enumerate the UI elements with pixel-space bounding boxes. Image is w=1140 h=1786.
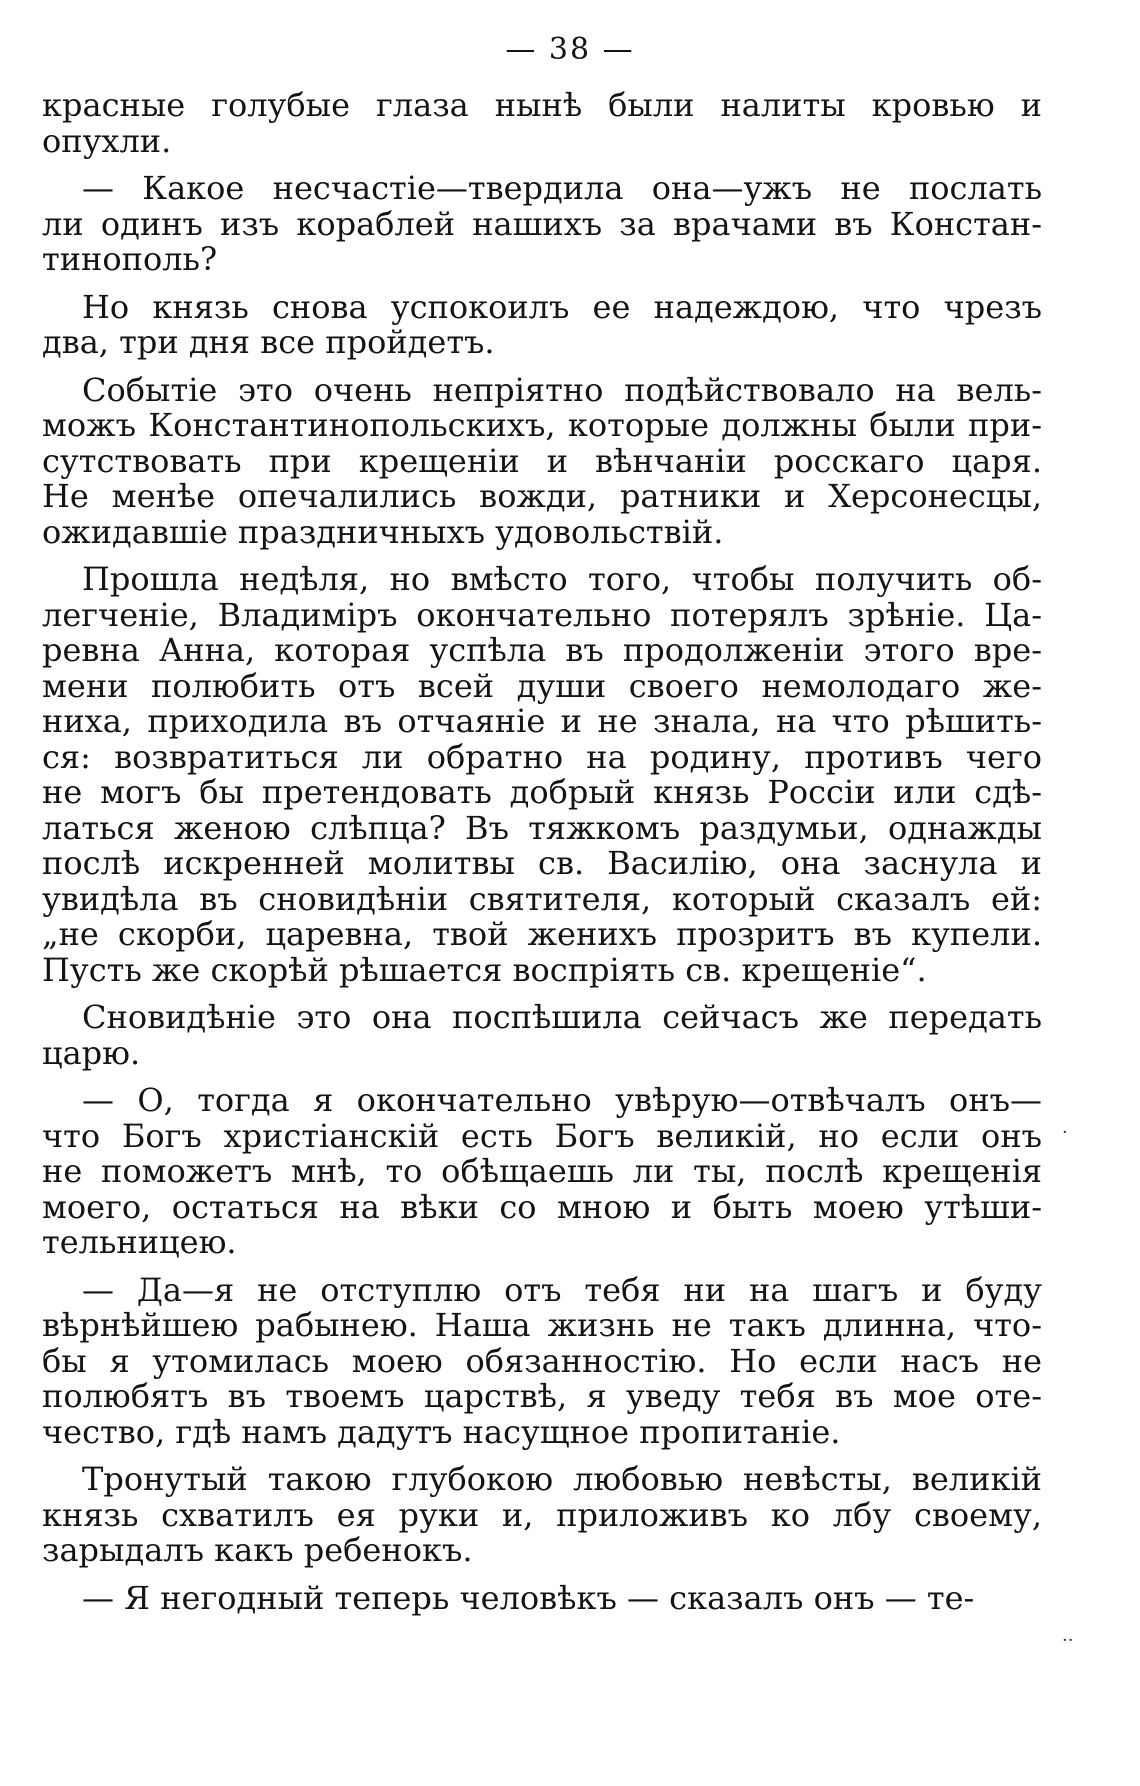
text-line: тинополь? — [42, 240, 218, 278]
body-text — [42, 88, 1042, 1616]
text-line: Не менѣе опечалились вожди, ратники и Херсонесцы, — [42, 477, 1042, 515]
text-line: не могъ бы претендовать добрый князь Россіи или сдѣ- — [42, 773, 1042, 811]
text-line: легченіе, Владиміръ окончательно потерялъ зрѣніе. Ца- — [42, 595, 1042, 634]
text-line: царю. — [42, 1033, 141, 1072]
text-line: моего, остаться на вѣки со мною и быть моею утѣши- — [42, 1187, 1042, 1226]
text-line: послѣ искренней молитвы св. Василію, она заснула и — [42, 844, 1042, 882]
text-line: ли одинъ изъ кораблей нашихъ за врачами въ Констан- — [42, 204, 1042, 243]
text-line: бы я утомилась моею обязанностію. Но если насъ не — [42, 1341, 1042, 1380]
text-line: латься женою слѣпца? Въ тяжкомъ раздумьи, однажды — [42, 808, 1042, 847]
paragraph — [42, 1462, 1042, 1569]
text-line: ожидавшіе праздничныхъ удовольствій. — [42, 512, 724, 551]
text-line: Событіе это очень непріятно подѣйствовало на вель- — [82, 370, 1042, 409]
text-line: — Да—я не отступлю отъ тебя ни на шагъ и буду — [82, 1270, 1042, 1309]
text-line: тельницею. — [42, 1223, 237, 1261]
text-line: ся: возвратиться ли обратно на родину, противъ чего — [42, 737, 1042, 776]
text-line: князь схватилъ ея руки и, приложивъ ко лбу своему, — [42, 1495, 1042, 1534]
scan-speck: ·· — [1062, 1630, 1074, 1651]
text-line: увидѣла въ сновидѣніи святителя, который сказалъ ей: — [42, 879, 1042, 918]
text-line: полюбятъ въ твоемъ царствѣ, я уведу тебя въ мое оте- — [42, 1377, 1042, 1415]
paragraph — [42, 370, 1042, 551]
text-line: „не скорби, царевна, твой женихъ прозритъ въ купели. — [42, 915, 1042, 953]
text-line: Прошла недѣля, но вмѣсто того, чтобы получить об- — [82, 560, 1042, 598]
text-line: Тронутый такою глубокою любовью невѣсты, великій — [82, 1460, 1042, 1498]
text-line: можъ Константинопольскихъ, которые должны были при- — [42, 406, 1042, 444]
paragraph — [42, 1000, 1042, 1071]
paragraph — [42, 562, 1042, 988]
text-line: Пусть же скорѣй рѣшается воспріять св. крещеніе“. — [42, 950, 927, 989]
text-line: зарыдалъ какъ ребенокъ. — [42, 1531, 473, 1569]
text-line: — Какое несчастіе—твердила она—ужъ не послать — [82, 169, 1042, 207]
text-line: Сновидѣніе это она поспѣшила сейчасъ же передать — [82, 998, 1042, 1036]
page-number: — 38 — — [505, 32, 635, 67]
text-line: Но князь снова успокоилъ ее надеждою, что чрезъ — [82, 287, 1042, 326]
text-line: чество, гдѣ намъ дадутъ насущное пропитаніе. — [42, 1412, 841, 1451]
text-line: — О, тогда я окончательно увѣрую—отвѣчалъ онъ— — [82, 1081, 1042, 1119]
text-line: красные голубые глаза нынѣ были налиты кровью и — [42, 86, 1042, 124]
paragraph — [42, 88, 1042, 159]
text-line: сутствовать при крещеніи и вѣнчаніи росскаго царя. — [42, 441, 1042, 480]
text-line: два, три дня все пройдетъ. — [42, 323, 495, 361]
paragraph — [42, 1270, 1042, 1451]
text-line: мени полюбить отъ всей души своего немолодаго же- — [42, 666, 1042, 705]
text-line: не поможетъ мнѣ, то обѣщаешь ли ты, послѣ крещенія — [42, 1152, 1042, 1190]
paragraph — [42, 1578, 1042, 1617]
text-line: что Богъ христіанскій есть Богъ великій, но если онъ — [42, 1116, 1042, 1155]
text-line: ревна Анна, которая успѣла въ продолженіи этого вре- — [42, 631, 1042, 669]
text-line: ниха, приходила въ отчаяніе и не знала, на что рѣшить- — [42, 702, 1042, 740]
paragraph — [42, 1083, 1042, 1261]
paragraph — [42, 171, 1042, 278]
paragraph — [42, 287, 1042, 361]
text-line: — Я негодный теперь человѣкъ — сказалъ онъ — те- — [82, 1578, 975, 1617]
scan-speck: · — [1062, 1122, 1068, 1143]
text-line: вѣрнѣйшею рабынею. Наша жизнь не такъ длинна, что- — [42, 1306, 1042, 1344]
text-line: опухли. — [42, 121, 172, 160]
